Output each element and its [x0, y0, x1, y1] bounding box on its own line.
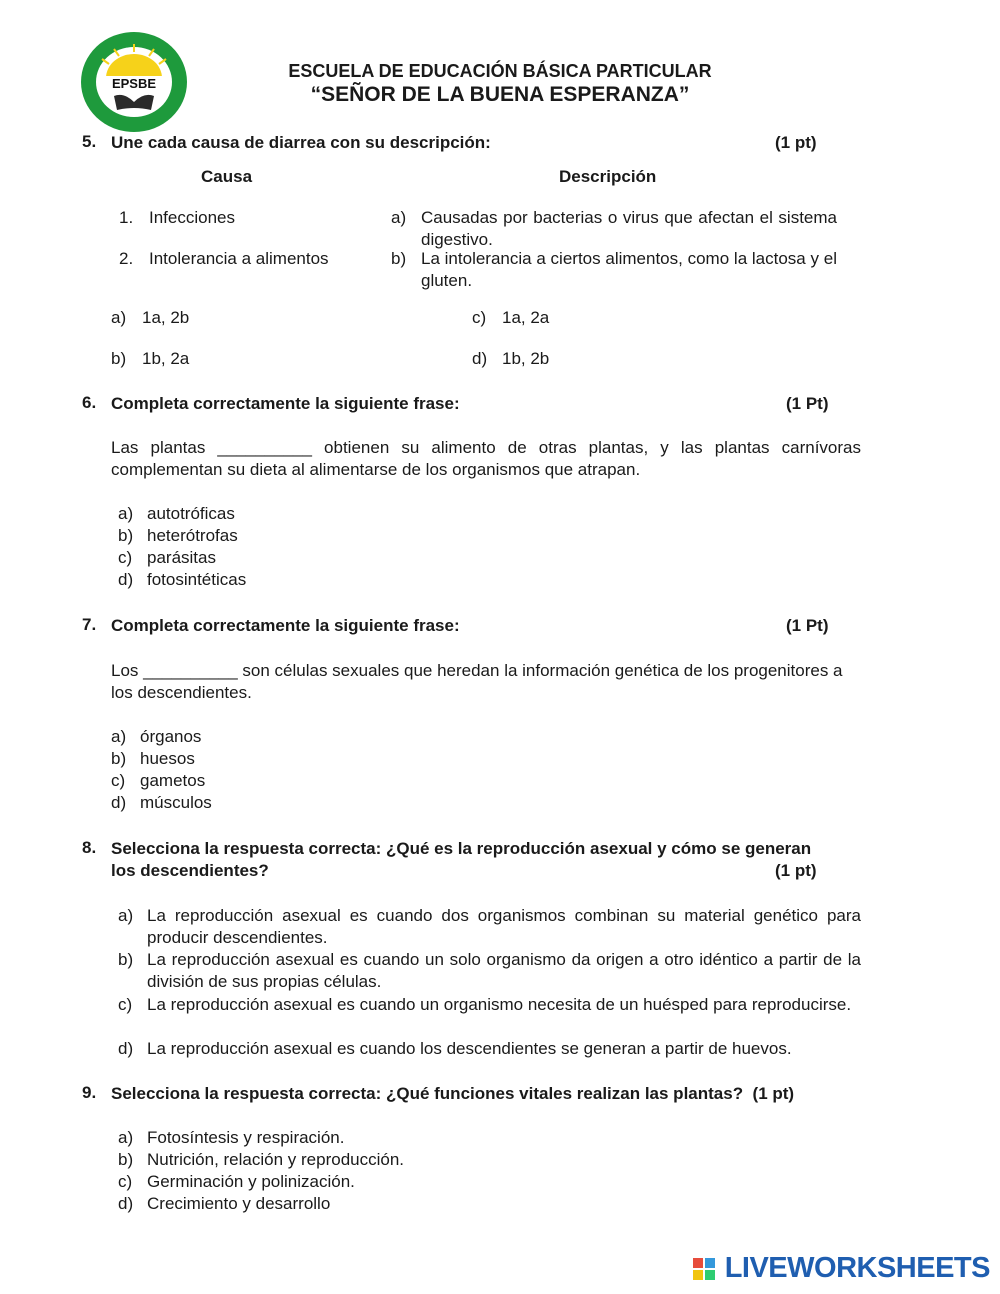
- q9-prompt: Selecciona la respuesta correcta: ¿Qué funciones vitales realizan las plantas? (1 pt): [111, 1084, 795, 1103]
- q6-number: 6.: [82, 393, 97, 412]
- q5-prompt: Une cada causa de diarrea con su descripción:: [111, 133, 491, 152]
- school-motto: “SEÑOR DE LA BUENA ESPERANZA”: [310, 83, 690, 106]
- q6-sentence: Las plantas __________ obtienen su alimento de otras plantas, y las plantas carnívoras complementan su dieta al alimentarse de los organismos que atrapan.: [111, 438, 861, 479]
- q6-prompt: Completa correctamente la siguiente frase:: [111, 394, 460, 413]
- liveworksheets-logo-icon: [693, 1258, 715, 1280]
- school-logo: [79, 30, 189, 134]
- q8-points: (1 pt): [775, 861, 817, 880]
- q7-sentence: Los __________ son células sexuales que heredan la información genética de los progenitores a los descendientes.: [111, 661, 843, 702]
- liveworksheets-brand: LIVEWORKSHEETS: [724, 1252, 990, 1284]
- school-name: ESCUELA DE EDUCACIÓN BÁSICA PARTICULAR: [288, 61, 712, 81]
- q8-number: 8.: [82, 838, 97, 857]
- q8-prompt-line2: los descendientes?: [111, 861, 269, 880]
- q7-number: 7.: [82, 615, 97, 634]
- q7-prompt: Completa correctamente la siguiente frase:: [111, 616, 460, 635]
- q5-col-causa: Causa: [201, 167, 253, 186]
- q5-option-c[interactable]: c) 1a, 2a: [472, 308, 550, 327]
- q6-points: (1 Pt): [786, 394, 829, 413]
- q5-option-d[interactable]: d) 1b, 2b: [472, 349, 550, 368]
- q5-option-a[interactable]: a) 1a, 2b: [111, 308, 190, 327]
- q5-points: (1 pt): [775, 133, 817, 152]
- svg-text:EPSBE: EPSBE: [111, 76, 157, 91]
- q8-prompt-line1: Selecciona la respuesta correcta: ¿Qué es la reproducción asexual y cómo se generan: [111, 839, 812, 858]
- q5-col-desc: Descripción: [559, 167, 657, 186]
- q7-points: (1 Pt): [786, 616, 829, 635]
- q5-number: 5.: [82, 132, 97, 151]
- q5-option-b[interactable]: b) 1b, 2a: [111, 349, 190, 368]
- q9-points: (1 pt): [752, 1084, 795, 1103]
- q9-number: 9.: [82, 1083, 97, 1102]
